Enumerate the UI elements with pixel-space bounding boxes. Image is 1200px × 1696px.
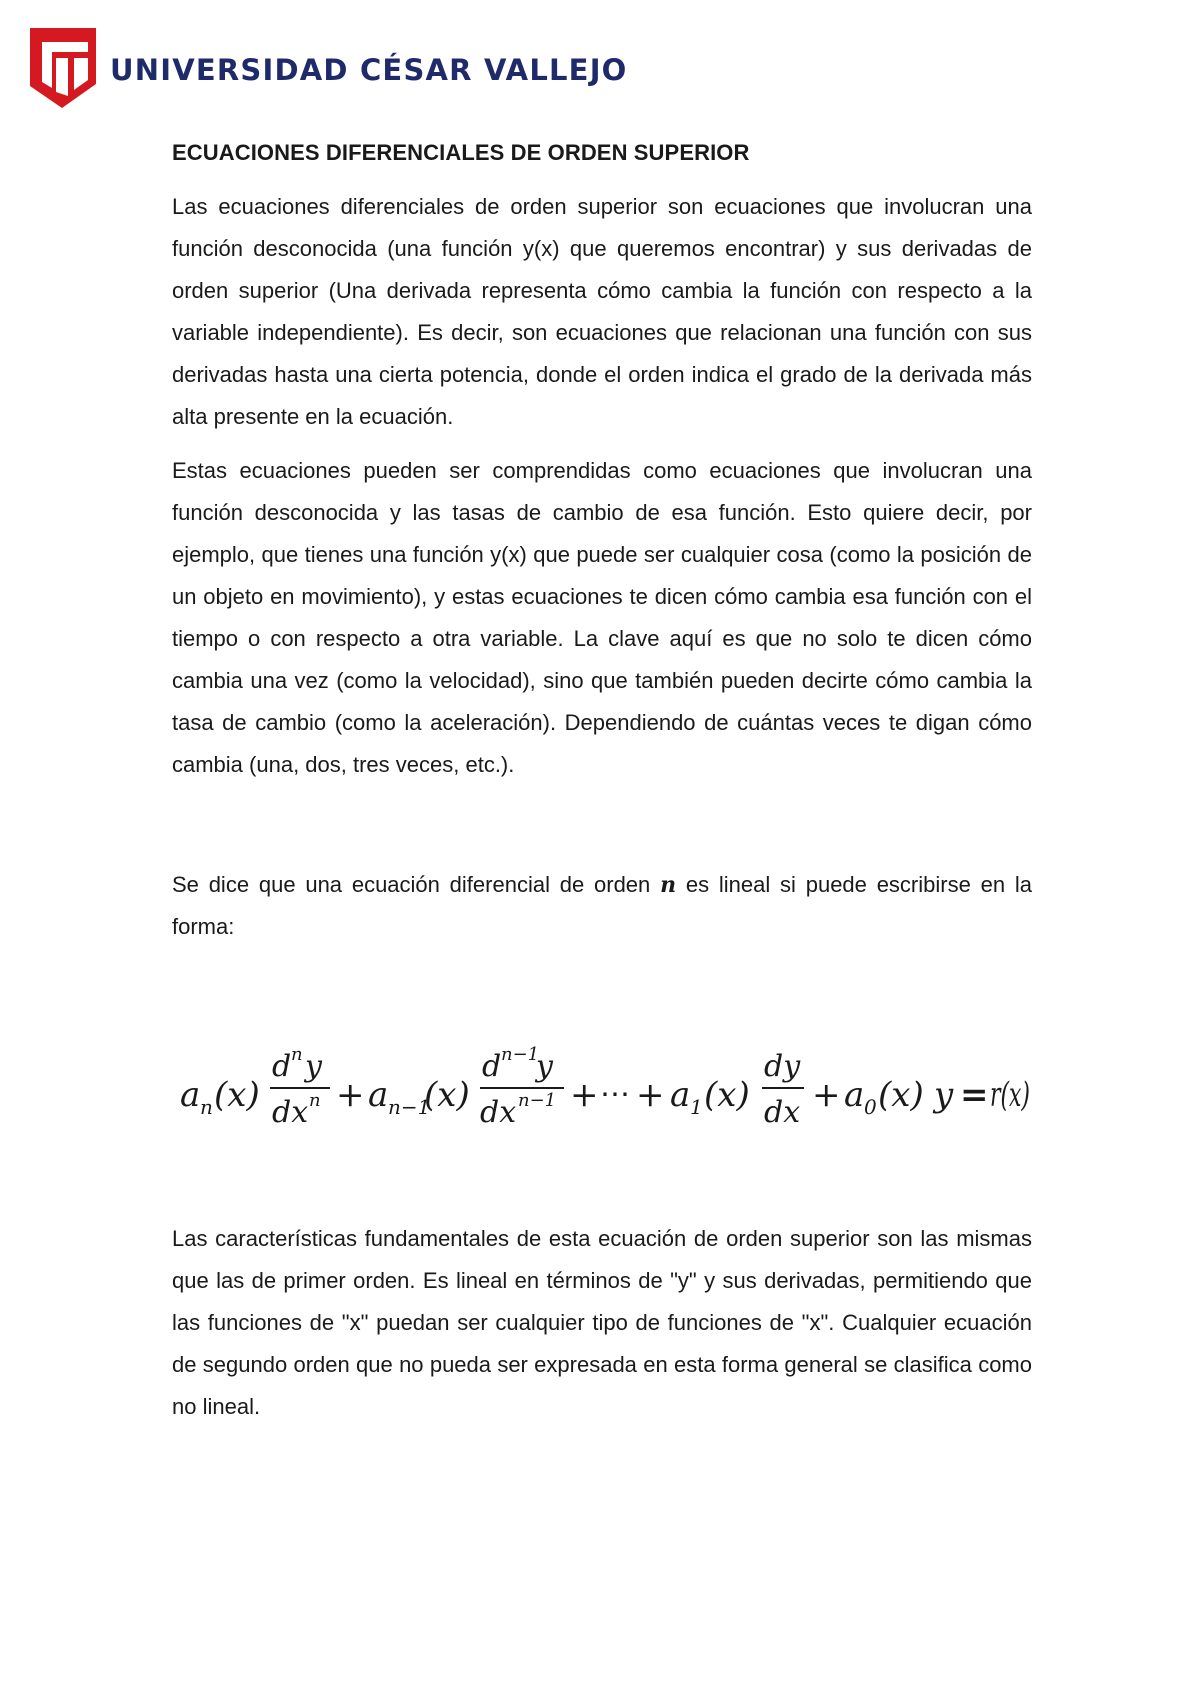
eq-dny-y: y <box>305 1049 322 1084</box>
eq-dxn-dx: dx <box>272 1095 309 1130</box>
university-header <box>28 26 628 110</box>
document-body <box>172 140 1032 1440</box>
eq-an1-base: a <box>368 1075 389 1115</box>
eq-a1-sub: 1 <box>690 1095 703 1119</box>
paragraph-explanation: Estas ecuaciones pueden ser comprendidas como ecuaciones que involucran una función desconocida y las tasas de cambio de esa función. Esto quiere decir, por ejemplo, que tienes una función y(x) que puede ser cualquier cosa (como la posición de un objeto en movimiento), y estas ecuaciones te dicen cómo cambia esa función con el tiempo o con respecto a otra variable. La clave aquí es que no solo te dicen cómo cambia una vez (como la velocidad), sino que también pueden decirte cómo cambia la tasa de cambio (como la aceleración). Dependiendo de cuántas veces te digan cómo cambia (una, dos, tres veces, etc.). <box>172 458 1032 777</box>
eq-r-term: r(x) <box>990 1075 1030 1115</box>
eq-dn1y-sup: n−1 <box>501 1044 540 1065</box>
eq-a0-base: a <box>844 1075 865 1115</box>
eq-dy: dy <box>764 1049 801 1084</box>
eq-an-arg: (x) <box>214 1075 260 1115</box>
eq-dny-d: d <box>272 1049 292 1084</box>
linear-ode-equation <box>172 1018 1032 1158</box>
eq-plus-3: + <box>636 1075 665 1115</box>
university-name: UNIVERSIDAD CÉSAR VALLEJO <box>110 53 628 87</box>
eq-plus-1: + <box>336 1075 365 1115</box>
eq-dn1y-d: d <box>482 1049 502 1084</box>
linear-intro-text-end: es lineal si puede escribirse en la forma: <box>172 872 1032 939</box>
eq-a0-sub: 0 <box>864 1095 877 1119</box>
eq-dny-sup: n <box>291 1044 303 1065</box>
document-title: ECUACIONES DIFERENCIALES DE ORDEN SUPERIOR <box>172 140 750 165</box>
eq-equals: = <box>960 1075 989 1115</box>
eq-dxn1-sup: n−1 <box>518 1090 557 1111</box>
paragraph-definition: Las ecuaciones diferenciales de orden superior son ecuaciones que involucran una función desconocida (una función y(x) que queremos encontrar) y sus derivadas de orden superior (Una derivada representa cómo cambia la función con respecto a la variable independiente). Es decir, son ecuaciones que relacionan una función con sus derivadas hasta una cierta potencia, donde el orden indica el grado de la derivada más alta presente en la ecuación. <box>172 194 1032 429</box>
eq-y-term: y <box>934 1075 954 1115</box>
linear-intro-text-start: Se dice que una ecuación diferencial de orden <box>172 872 661 897</box>
eq-dx: dx <box>764 1095 801 1130</box>
eq-an1-sub: n−1 <box>388 1095 431 1119</box>
eq-dn1y-y: y <box>536 1049 553 1084</box>
eq-a0-arg: (x) <box>878 1075 924 1115</box>
eq-an1-arg: (x) <box>424 1075 470 1115</box>
paragraph-linear-intro <box>172 864 1032 948</box>
eq-a1-arg: (x) <box>704 1075 750 1115</box>
university-shield-logo <box>28 26 98 110</box>
eq-an-base: a <box>180 1075 201 1115</box>
eq-dots: ⋯ <box>600 1077 630 1112</box>
order-variable-n: n <box>660 872 677 898</box>
paragraph-characteristics: Las características fundamentales de esta ecuación de orden superior son las mismas que las de primer orden. Es lineal en términos de "y" y sus derivadas, permitiendo que las funciones de "x" puedan ser cualquier tipo de funciones de "x". Cualquier ecuación de segundo orden que no pueda ser expresada en esta forma general se clasifica como no lineal. <box>172 1226 1032 1419</box>
eq-an-sub: n <box>200 1095 213 1119</box>
eq-plus-2: + <box>570 1075 599 1115</box>
eq-dxn1-dx: dx <box>480 1095 517 1130</box>
eq-a1-base: a <box>670 1075 691 1115</box>
eq-plus-4: + <box>812 1075 841 1115</box>
eq-dxn-sup: n <box>309 1090 321 1111</box>
